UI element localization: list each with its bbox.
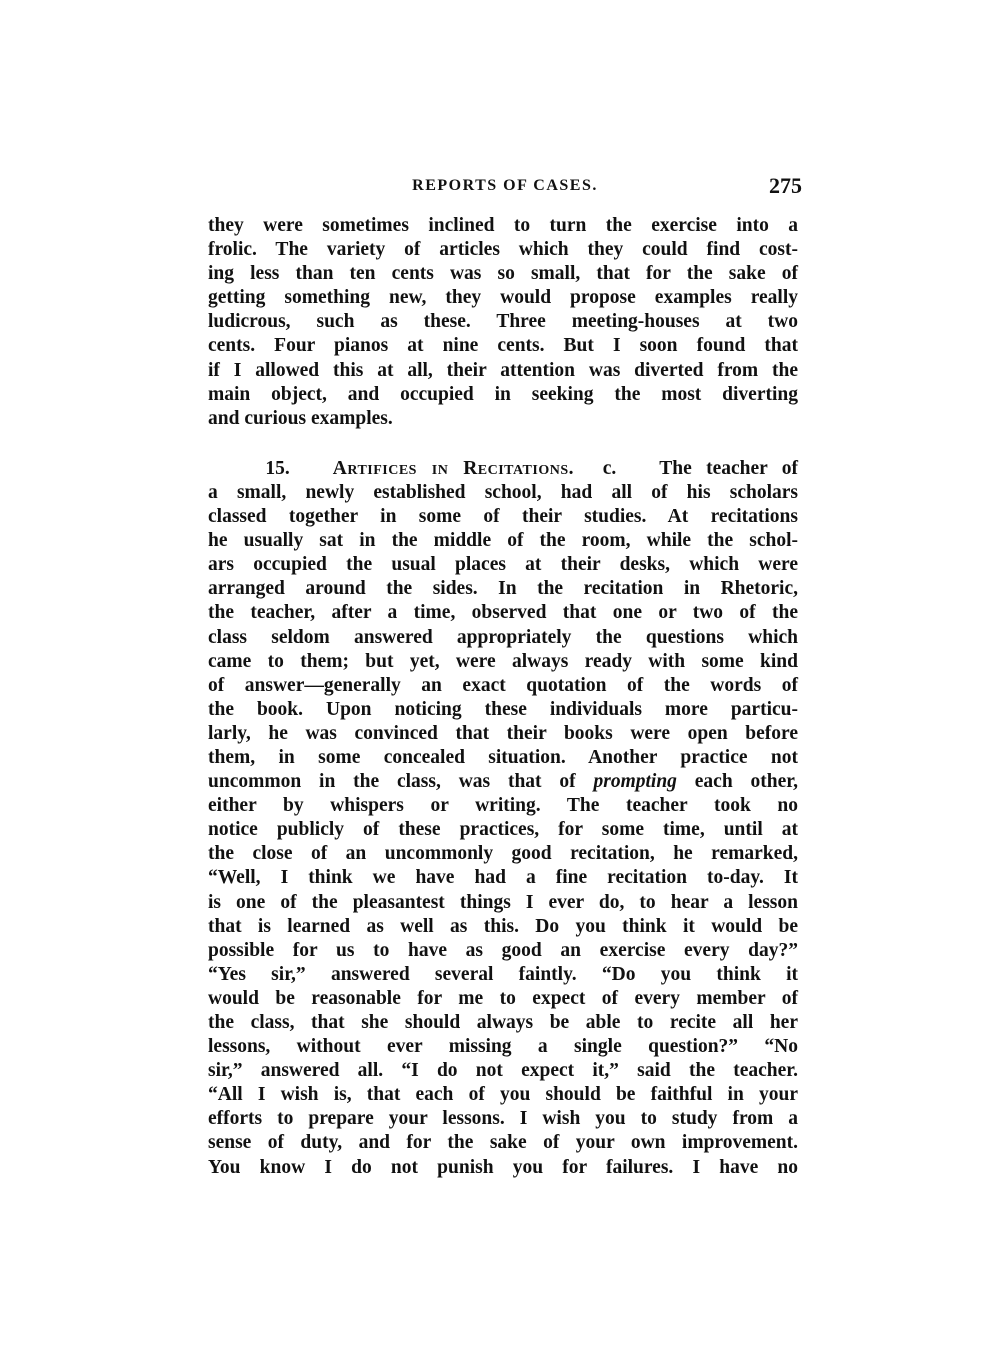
text-line: the class, that she should always be able to recite all her: [208, 1012, 798, 1033]
paragraph-gap: [208, 431, 798, 457]
text-line: class seldom answered appropriately the questions which: [208, 626, 798, 648]
text-line: they were sometimes inclined to turn the exercise into a: [208, 215, 798, 236]
text-line: sense of duty, and for the sake of your own improvement.: [208, 1132, 798, 1154]
text-line: the close of an uncommonly good recitation, he remarked,: [208, 843, 798, 865]
text-line: the book. Upon noticing these individuals more particu-: [208, 698, 798, 720]
text-line: arranged around the sides. In the recitation in Rhetoric,: [208, 578, 798, 600]
running-head: [208, 171, 802, 201]
text-line: main object, and occupied in seeking the most diverting: [208, 383, 798, 405]
text-line: the teacher, after a time, observed that one or two of the: [208, 602, 798, 624]
text-line: sir,” answered all. “I do not expect it,” said the teacher.: [208, 1060, 798, 1082]
text-line: is one of the pleasantest things I ever do, to hear a lesson: [208, 891, 798, 913]
text-line: of answer—generally an exact quotation of the words of: [208, 674, 798, 696]
running-title: REPORTS OF CASES.: [412, 177, 598, 194]
section-first-line: [208, 457, 798, 481]
text-line: possible for us to have as good an exercise every day?”: [208, 939, 798, 961]
section-number: 15.: [265, 457, 290, 479]
text-line: he usually sat in the middle of the room, while the schol-: [208, 530, 798, 552]
text-line: and curious examples.: [208, 407, 393, 429]
text-line: either by whispers or writing. The teacher took no: [208, 795, 798, 817]
text-line: that is learned as well as this. Do you think it would be: [208, 915, 798, 937]
text-line: them, in some concealed situation. Another practice not: [208, 746, 798, 768]
text-line: if I allowed this at all, their attention was diverted from the: [208, 359, 798, 381]
text-line: classed together in some of their studies. At recitations: [208, 506, 798, 528]
text-line: would be reasonable for me to expect of every member of: [208, 987, 798, 1009]
text-line: ludicrous, such as these. Three meeting-houses at two: [208, 311, 798, 333]
text-line: “Well, I think we have had a fine recitation to-day. It: [208, 867, 798, 889]
text-line: “All I wish is, that each of you should be faithful in your: [208, 1084, 798, 1106]
section-tag: c.: [602, 457, 617, 479]
section-first-line-text: The teacher of: [659, 457, 799, 479]
text-line-prompting: [208, 770, 798, 794]
prompting-after: each other,: [676, 771, 799, 793]
text-line: You know I do not punish you for failures. I have no: [208, 1156, 798, 1178]
text-line: notice publicly of these practices, for some time, until at: [208, 819, 798, 841]
body-text: [208, 214, 798, 1180]
text-line: ars occupied the usual places at their desks, which were: [208, 554, 798, 576]
text-line: larly, he was convinced that their books were open before: [208, 722, 798, 744]
text-line: frolic. The variety of articles which they could find cost-: [208, 239, 798, 261]
prompting-before: uncommon in the class, was that of: [208, 771, 594, 793]
text-line: a small, newly established school, had all of his scholars: [208, 481, 798, 503]
section-heading: Artifices in Recitations.: [332, 457, 575, 479]
text-line: efforts to prepare your lessons. I wish you to study from a: [208, 1108, 798, 1130]
text-line: “Yes sir,” answered several faintly. “Do you think it: [208, 963, 798, 985]
text-line: lessons, without ever missing a single question?” “No: [208, 1036, 798, 1058]
prompting-emphasis: prompting: [593, 771, 677, 793]
text-line: cents. Four pianos at nine cents. But I soon found that: [208, 335, 798, 357]
text-line: getting something new, they would propose examples really: [208, 287, 798, 309]
page-number: 275: [769, 173, 802, 198]
text-line: came to them; but yet, were always ready with some kind: [208, 650, 798, 672]
text-line: ing less than ten cents was so small, that for the sake of: [208, 263, 798, 285]
